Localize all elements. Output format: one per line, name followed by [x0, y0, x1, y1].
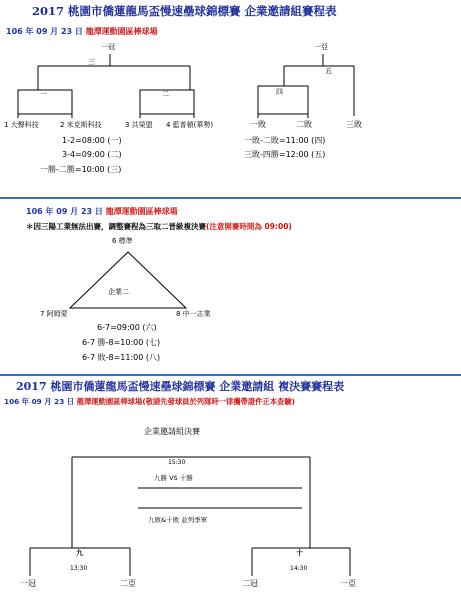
game-three-label: 三	[88, 58, 95, 66]
vertex-top: 6 標準	[112, 237, 133, 245]
section-divider-1	[0, 197, 461, 199]
schedule-game6: 6-7=09:00 (六)	[97, 323, 157, 332]
section2-note	[26, 223, 292, 231]
left-game-time: 13:30	[70, 565, 88, 572]
section-divider-2	[0, 374, 461, 376]
section3-date-venue	[4, 398, 295, 405]
schedule-game7: 6-7 勝-8=10:00 (七)	[82, 338, 161, 347]
final-match: 九勝 VS 十勝	[154, 474, 193, 482]
right-team-3: 三敗	[346, 120, 362, 129]
right-top-label: 一亞	[314, 43, 328, 51]
team-1: 1 大聲科技	[4, 121, 39, 129]
right-game-label: 十	[296, 549, 303, 557]
triangle-shape	[70, 252, 186, 308]
right-game-team-2: 一亞	[340, 579, 356, 588]
section2-date: 106 年 09 月 23 日	[26, 207, 103, 216]
right-game-time: 14:30	[290, 565, 308, 572]
schedule-game5: 三敗-四勝=12:00 (五)	[244, 150, 326, 159]
team-2: 2 米克斯科技	[60, 121, 102, 129]
schedule-game1: 1-2=08:00 (一)	[62, 136, 122, 145]
section2-note-text: ＊因三陽工業無法出賽，調整賽程為三取二晉級複決賽	[26, 222, 206, 231]
left-game-label: 九	[76, 549, 83, 557]
section1-title: 2017 桃園市僑蓮龍馬盃慢速壘球錦標賽 企業邀請組賽程表	[32, 4, 337, 18]
section1-venue: 龍潭運動園區棒球場	[85, 27, 158, 36]
game-two-label: 二	[162, 90, 169, 98]
section2-venue: 龍潭運動園區棒球場	[105, 207, 178, 216]
game-one-label: 一	[40, 90, 47, 98]
schedule-game2: 3-4=09:00 (二)	[62, 150, 122, 159]
section3-date: 106 年 09 月 23 日	[4, 397, 75, 406]
right-team-2: 二敗	[296, 120, 312, 129]
bracket-title: 企業邀請組決賽	[144, 427, 200, 436]
vertex-left: 7 阿姆蒙	[40, 310, 68, 318]
right-game-team-1: 二冠	[242, 579, 258, 588]
left-top-label: 一冠	[101, 43, 115, 51]
team-3: 3 共榮盟	[125, 121, 153, 129]
game-four-box	[258, 86, 308, 114]
left-game-team-1: 一冠	[20, 579, 36, 588]
right-team-1: 一敗	[250, 120, 266, 129]
vertex-right: 8 中一志業	[176, 310, 211, 318]
section3-notice: (敬請先發球員於列隊時一律攜帶證件正本查驗)	[142, 397, 295, 406]
left-game-team-2: 二亞	[120, 579, 136, 588]
game-five-label: 五	[325, 67, 332, 75]
triangle-label: 企業二	[108, 288, 129, 296]
section3-title: 2017 桃園市僑蓮龍馬盃慢速壘球錦標賽 企業邀請組 複決賽賽程表	[16, 380, 345, 393]
middle-note: 九敗&十敗 並列季軍	[148, 516, 208, 524]
section1-date: 106 年 09 月 23 日	[6, 27, 83, 36]
team-4: 4 藍普頓(華勢)	[166, 121, 214, 129]
game-four-label: 四	[276, 88, 283, 96]
schedule-game8: 6-7 敗-8=11:00 (八)	[82, 353, 161, 362]
schedule-game3: 一勝-二勝=10:00 (三)	[40, 165, 122, 174]
schedule-game4: 一敗-二敗=11:00 (四)	[244, 136, 326, 145]
final-time: 15:30	[168, 459, 186, 466]
section2-note-time: (注意開賽時間為 09:00)	[206, 222, 292, 231]
section2-date-venue	[26, 208, 178, 216]
section3-venue: 龍潭運動園區棒球場	[76, 397, 143, 406]
